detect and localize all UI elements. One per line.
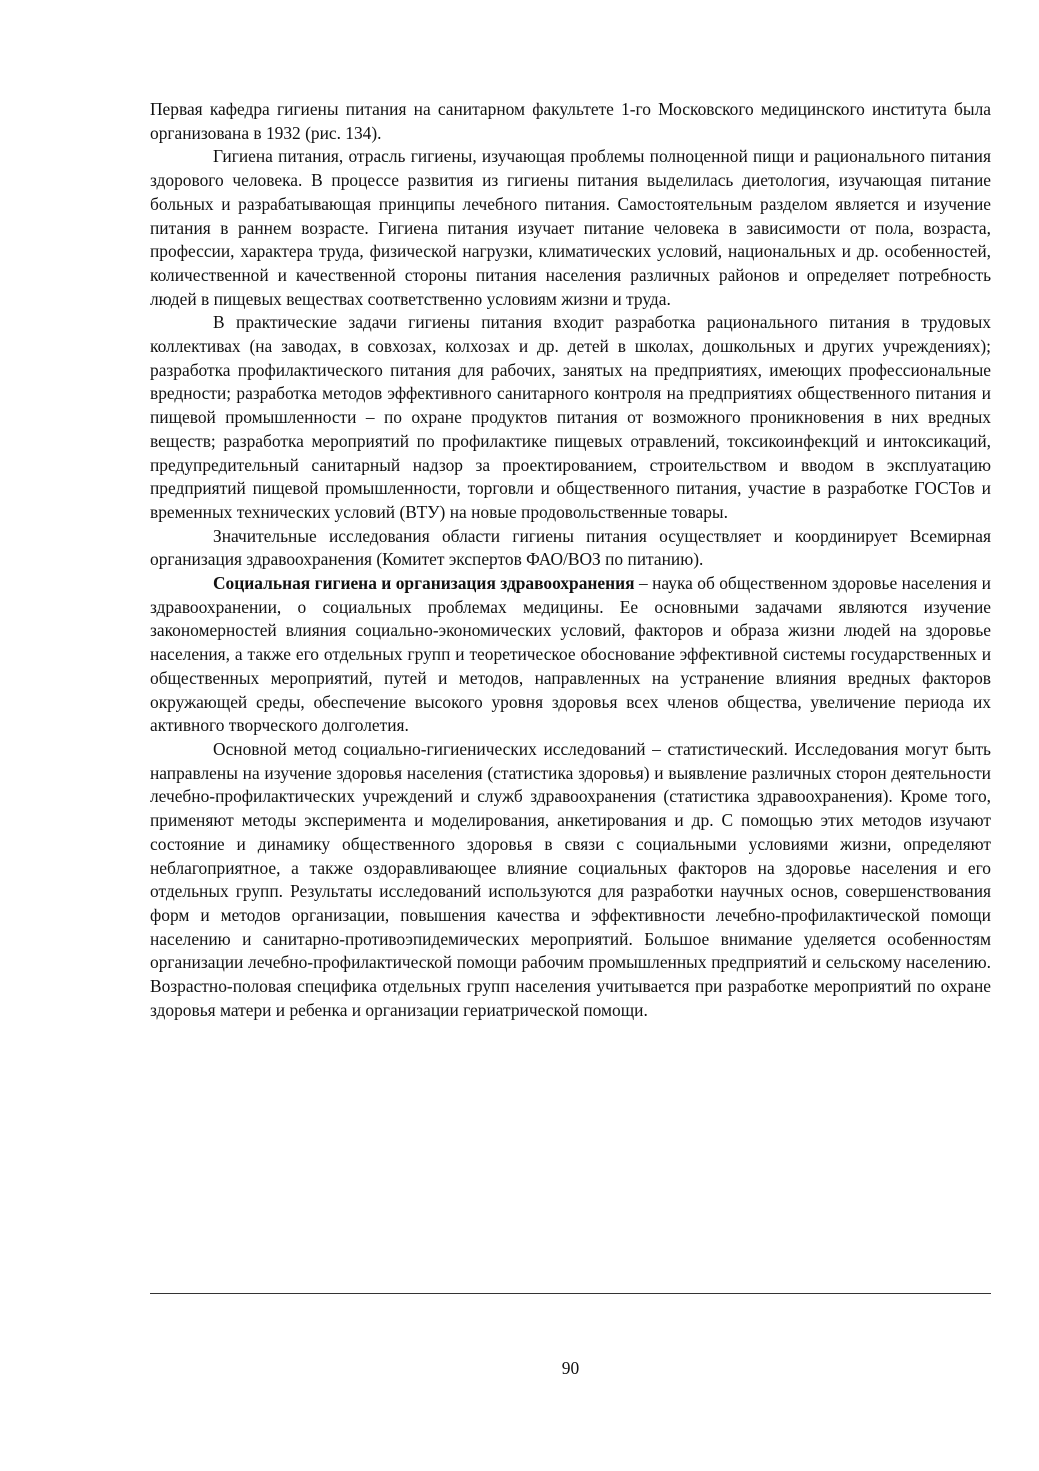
paragraph-4 <box>150 525 991 572</box>
paragraph-4-text: Значительные исследования области гигиены питания осуществляет и координирует Всемирная организация здравоохранения (Комитет экспертов ФАО/ВОЗ по питанию). <box>150 525 991 570</box>
document-body <box>150 98 991 1022</box>
paragraph-3-text: В практические задачи гигиены питания входит разработка рационального питания в трудовых коллективах (на заводах, в совхозах, колхозах и др. детей в школах, дошкольных и других учреждениях); разработка профилактического питания для рабочих, занятых на предприятиях, имеющих профессиональные вредности; разработка методов эффективного санитарного контроля на предприятиях общественного питания и пищевой промышленности – по охране продуктов питания от возможного проникновения в них вредных веществ; разработка мероприятий по профилактике пищевых отравлений, токсикоинфекций и интоксикаций, предупредительный санитарный надзор за проектированием, строительством и вводом в эксплуатацию предприятий пищевой промышленности, торговли и общественного питания, участие в разработке ГОСТов и временных технических условий (ВТУ) на новые продовольственные товары. <box>150 312 991 522</box>
paragraph-6-text: Основной метод социально-гигиенических исследований – статистический. Исследования могут быть направлены на изучение здоровья населения (статистика здоровья) и выявление различных сторон деятельности лечебно-профилактических учреждений и служб здравоохранения (статистика здравоохранения). Кроме того, применяют методы эксперимента и моделирования, анкетирования и др. С помощью этих методов изучают состояние и динамику общественного здоровья в связи с социальными условиями жизни, определяют неблагоприятное, а также оздоравливающее влияние социальных факторов на здоровье населения и его отдельных групп. Результаты исследований используются для разработки научных основ, совершенствования форм и методов организации, повышения качества и эффективности лечебно-профилактической помощи населению и санитарно-противоэпидемических мероприятий. Большое внимание уделяется особенностям организации лечебно-профилактической помощи рабочим промышленных предприятий и сельскому населению. Возрастно-половая специфика отдельных групп населения учитывается при разработке мероприятий по охране здоровья матери и ребенка и организации гериатрической помощи. <box>150 738 991 1020</box>
page-number: 90 <box>561 1358 580 1378</box>
paragraph-5-text: – наука об общественном здоровье населения и здравоохранении, о социальных проблемах медицины. Ее основными задачами являются изучение закономерностей влияния социально-экономических условий, факторов и образа жизни людей на здоровье населения, а также его отдельных групп и теоретическое обоснование эффективной системы государственных и общественных мероприятий, путей и методов, направленных на устранение влияния вредных факторов окружающей среды, обеспечение высокого уровня здоровья всех членов общества, увеличение периода их активного творческого долголетия. <box>150 573 991 736</box>
paragraph-6 <box>150 738 991 1022</box>
paragraph-1 <box>150 98 991 145</box>
paragraph-5-bold-lead: Социальная гигиена и организация здравоохранения <box>213 573 635 594</box>
paragraph-3 <box>150 311 991 524</box>
paragraph-2 <box>150 145 991 311</box>
paragraph-2-text: Гигиена питания, отрасль гигиены, изучающая проблемы полноценной пищи и рационального питания здорового человека. В процессе развития из гигиены питания выделилась диетология, изучающая питание больных и разрабатывающая принципы лечебного питания. Самостоятельным разделом является и изучение питания в раннем возрасте. Гигиена питания изучает питание человека в зависимости от пола, возраста, профессии, характера труда, физической нагрузки, климатических условий, национальных и др. особенностей, количественной и качественной стороны питания населения различных районов и определяет потребность людей в пищевых веществах соответственно условиям жизни и труда. <box>150 146 991 309</box>
paragraph-5 <box>150 572 991 738</box>
footer-divider <box>150 1293 991 1294</box>
paragraph-1-text: Первая кафедра гигиены питания на санитарном факультете 1-го Московского медицинского института была организована в 1932 (рис. 134). <box>150 99 991 143</box>
